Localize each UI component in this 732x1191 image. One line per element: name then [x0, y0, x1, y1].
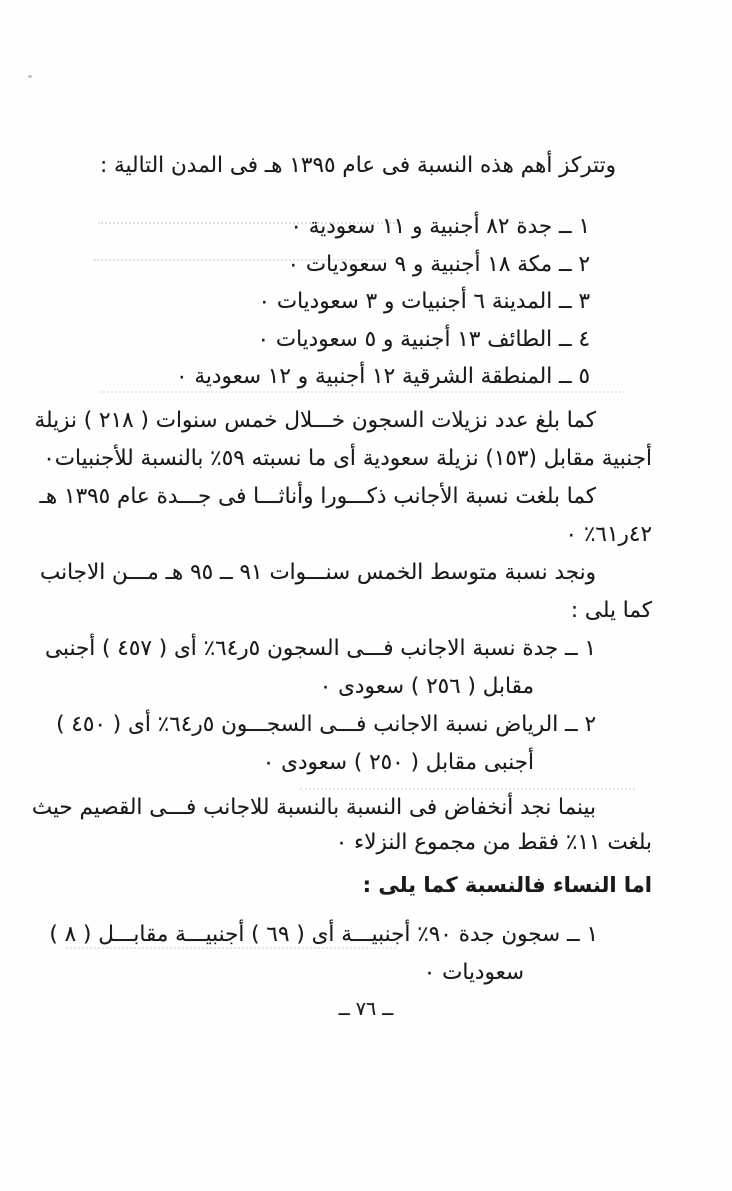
list-item-line: ١ ــ سجون جدة ٩٠٪ أجنبيـــة أى ( ٦٩ ) أجنبيـــة مقابـــل ( ٨ )	[49, 921, 598, 947]
list-item-line: أجنبى مقابل ( ٢٥٠ ) سعودى ٠	[262, 749, 534, 775]
list-item	[49, 916, 652, 992]
list-item: ٢ ــ مكة ١٨ أجنبية و ٩ سعوديات ٠	[287, 251, 590, 277]
paragraph-line: ٤٢ر٦١٪ ٠	[565, 521, 652, 547]
paragraph-line: ونجد نسبة متوسط الخمس سنـــوات ٩١ ــ ٩٥ هـ مـــن الاجانب	[40, 559, 596, 585]
paragraph-line: أجنبية مقابل (١٥٣) نزيلة سعودية أى ما نسبته ٥٩٪ بالنسبة للأجنبيات٠	[43, 445, 652, 471]
paragraph-line: كما بلغ عدد نزيلات السجون خـــلال خمس سنوات ( ٢١٨ ) نزيلة	[34, 407, 596, 433]
women-prison-list	[49, 916, 652, 992]
paragraph-line: كما بلغت نسبة الأجانب ذكـــورا وأناثـــا فى جـــدة عام ١٣٩٥ هـ	[39, 483, 596, 509]
list-item: ١ ــ جدة ٨٢ أجنبية و ١١ سعودية ٠	[290, 214, 590, 239]
city-ratio-list	[84, 208, 652, 396]
paragraph-intro: وتتركز أهم هذه النسبة فى عام ١٣٩٥ هـ فى المدن التالية :	[99, 153, 616, 178]
page-number: ــ ٧٦ ــ	[338, 998, 394, 1020]
scan-artifact	[28, 75, 32, 78]
list-item	[56, 706, 652, 782]
document-text-block	[31, 148, 652, 992]
paragraph-five-year-average	[40, 554, 652, 630]
list-item: ٣ ــ المدينة ٦ أجنبيات و ٣ سعوديات ٠	[258, 289, 590, 314]
paragraph-line: بينما نجد أنخفاض فى النسبة بالنسبة للاجانب فـــى القصيم حيث	[31, 794, 596, 820]
paragraph-qassim	[31, 790, 652, 860]
list-item: ٤ ــ الطائف ١٣ أجنبية و ٥ سعوديات ٠	[257, 326, 590, 352]
paragraph-inmates	[34, 402, 652, 478]
list-item: ٥ ــ المنطقة الشرقية ١٢ أجنبية و ١٢ سعودية ٠	[175, 364, 590, 389]
prison-foreigner-list	[45, 630, 652, 782]
list-item-line: مقابل ( ٢٥٦ ) سعودى ٠	[319, 673, 534, 699]
list-item	[45, 630, 652, 706]
paragraph-line: كما يلى :	[570, 597, 652, 623]
paragraph-line: بلغت ١١٪ فقط من مجموع النزلاء ٠	[335, 829, 652, 855]
paragraph-jeddah-ratio	[39, 478, 652, 554]
list-item-line: سعوديات ٠	[423, 959, 524, 985]
list-item-line: ٢ ــ الرياض نسبة الاجانب فـــى السجـــون ٥ر٦٤٪ أى ( ٤٥٠ )	[56, 711, 596, 737]
list-item-line: ١ ــ جدة نسبة الاجانب فـــى السجون ٥ر٦٤٪ أى ( ٤٥٧ ) أجنبى	[45, 635, 596, 661]
section-heading-women: اما النساء فالنسبة كما يلى :	[362, 872, 652, 897]
